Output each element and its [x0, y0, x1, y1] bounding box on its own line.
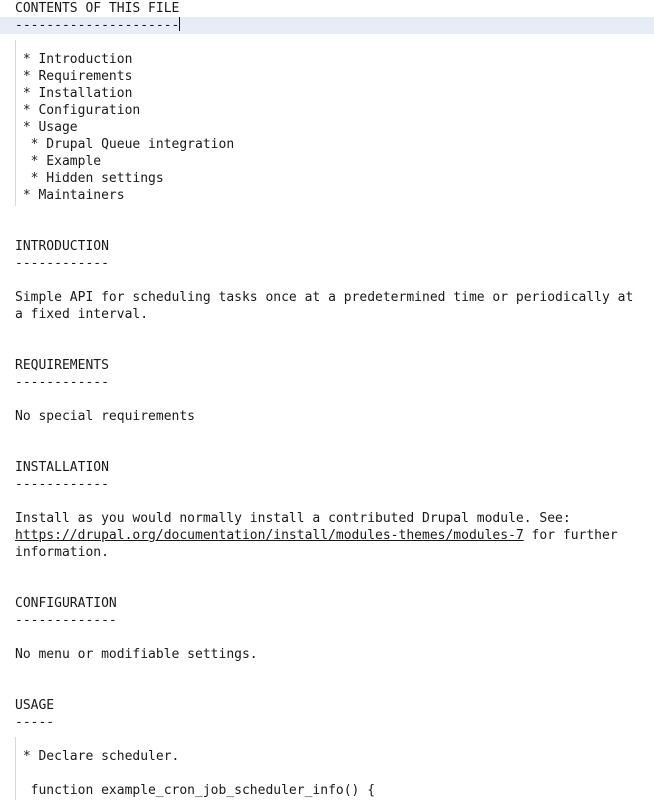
introduction-text: a fixed interval.	[15, 307, 149, 322]
toc-item: * Usage	[15, 120, 78, 135]
introduction-underline: ------------	[15, 256, 109, 271]
title-underline-text: ---------------------	[15, 18, 180, 33]
file-title: CONTENTS OF THIS FILE	[15, 1, 180, 16]
toc-subitem: * Drupal Queue integration	[15, 137, 235, 152]
usage-underline: -----	[15, 715, 55, 730]
toc-item: * Maintainers	[15, 188, 125, 203]
usage-code: function example_cron_job_scheduler_info() {	[15, 783, 376, 798]
usage-text: * Declare scheduler.	[15, 749, 180, 764]
configuration-heading: CONFIGURATION	[15, 596, 117, 611]
installation-heading: INSTALLATION	[15, 460, 109, 475]
configuration-text: No menu or modifiable settings.	[15, 647, 258, 662]
requirements-text: No special requirements	[15, 409, 196, 424]
toc-item: * Installation	[15, 86, 133, 101]
installation-text: Install as you would normally install a contributed Drupal module. See:	[15, 511, 571, 526]
toc-item: * Introduction	[15, 52, 133, 67]
toc-subitem: * Example	[15, 154, 102, 169]
toc-item: * Configuration	[15, 103, 141, 118]
usage-heading: USAGE	[15, 698, 55, 713]
modules-docs-link[interactable]: https://drupal.org/documentation/install/modules-themes/modules-7	[15, 528, 524, 543]
requirements-heading: REQUIREMENTS	[15, 358, 109, 373]
toc-subitem: * Hidden settings	[15, 171, 164, 186]
toc-item: * Requirements	[15, 69, 133, 84]
introduction-heading: INTRODUCTION	[15, 239, 109, 254]
requirements-underline: ------------	[15, 375, 109, 390]
installation-text: for further	[523, 528, 618, 543]
installation-text: information.	[15, 545, 109, 560]
configuration-underline: -------------	[15, 613, 117, 628]
title-underline[interactable]	[15, 17, 180, 34]
installation-link-line	[15, 527, 618, 544]
text-cursor	[179, 17, 180, 31]
installation-underline: ------------	[15, 477, 109, 492]
introduction-text: Simple API for scheduling tasks once at a predetermined time or periodically at	[15, 290, 634, 305]
